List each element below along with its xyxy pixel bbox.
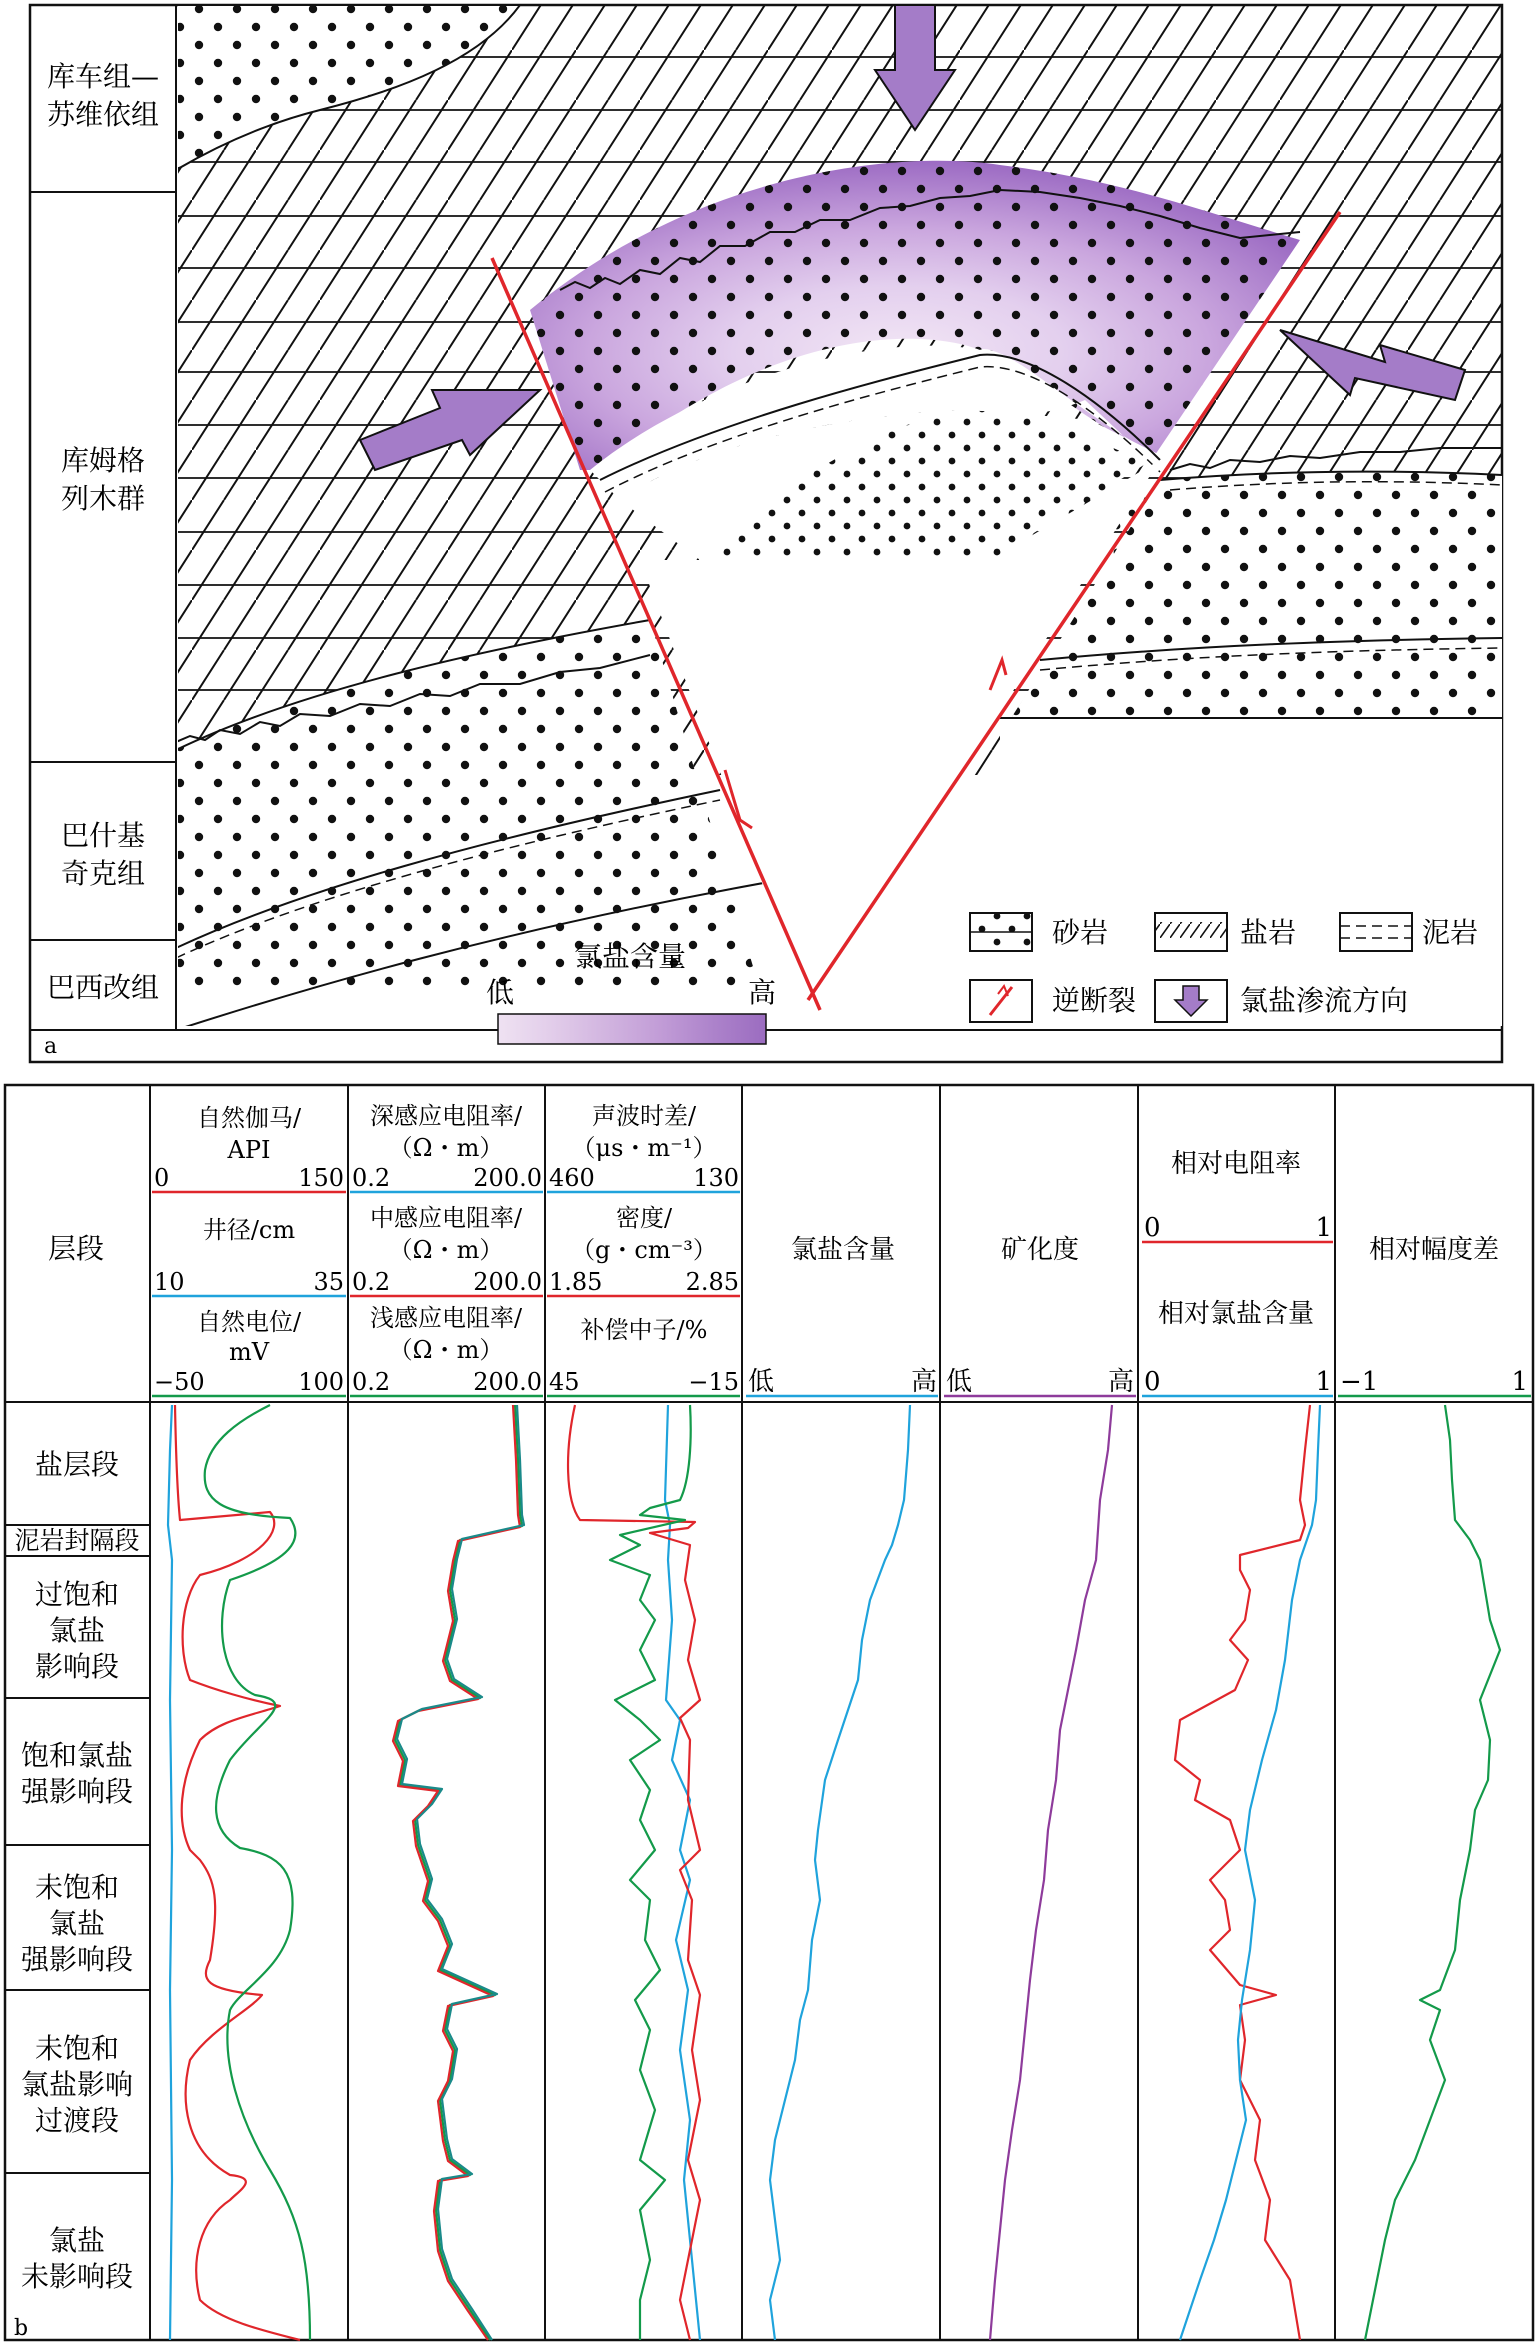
svg-text:1: 1 [1315, 1367, 1332, 1397]
layer-label: 泥岩封隔段 [14, 1526, 140, 1555]
legend-seepage: 氯盐渗流方向 [1240, 984, 1409, 1017]
svg-text:（Ω・m）: （Ω・m） [388, 1336, 504, 1364]
svg-text:0.2: 0.2 [352, 1164, 391, 1192]
svg-text:（Ω・m）: （Ω・m） [388, 1134, 504, 1162]
svg-text:2.85: 2.85 [685, 1268, 739, 1296]
amplitude-difference-curve [1365, 1405, 1500, 2340]
svg-text:（g・cm⁻³）: （g・cm⁻³） [571, 1236, 717, 1264]
svg-text:0: 0 [1144, 1367, 1161, 1397]
shallow-resistivity-curve [397, 1405, 524, 2340]
legend-reverse-fault: 逆断裂 [1052, 984, 1137, 1017]
acoustic-curve [665, 1405, 700, 2340]
svg-text:150: 150 [298, 1164, 344, 1192]
svg-text:浅感应电阻率/: 浅感应电阻率/ [369, 1304, 523, 1332]
log-curves [168, 1405, 1500, 2340]
svg-text:−1: −1 [1340, 1367, 1379, 1397]
svg-text:1: 1 [1315, 1213, 1332, 1243]
colorbar-title: 氯盐含量 [573, 940, 687, 973]
density-curve [568, 1405, 700, 2340]
svg-text:相对电阻率: 相对电阻率 [1170, 1149, 1302, 1179]
caliper-curve [168, 1405, 172, 2340]
col5-header [944, 1235, 1136, 1397]
svg-text:0.2: 0.2 [352, 1368, 391, 1396]
svg-text:1: 1 [1511, 1367, 1528, 1397]
svg-text:自然伽马/: 自然伽马/ [196, 1104, 302, 1132]
mineralization-curve [990, 1405, 1112, 2340]
svg-text:中感应电阻率/: 中感应电阻率/ [369, 1204, 523, 1232]
layer-label: 过饱和氯盐影响段 [34, 1578, 120, 1683]
panel-b-letter: b [14, 2316, 29, 2341]
svg-text:130: 130 [693, 1164, 739, 1192]
svg-text:低: 低 [748, 1367, 775, 1397]
col3-header [547, 1102, 740, 1396]
svg-text:0.2: 0.2 [352, 1268, 391, 1296]
svg-text:10: 10 [154, 1268, 185, 1296]
gamma-ray-curve [175, 1405, 300, 2340]
svg-text:密度/: 密度/ [615, 1204, 673, 1232]
panel-a-letter: a [44, 1034, 58, 1059]
layer-label: 氯盐未影响段 [20, 2224, 134, 2293]
svg-text:矿化度: 矿化度 [1000, 1235, 1080, 1265]
formation-label: 库姆格列木群 [60, 444, 146, 515]
relative-chloride-curve [1180, 1405, 1320, 2340]
panel-b-frame [5, 1085, 1533, 2340]
formation-label: 巴西改组 [46, 971, 160, 1004]
svg-text:相对氯盐含量: 相对氯盐含量 [1157, 1299, 1315, 1329]
neutron-curve [610, 1405, 691, 2340]
panel-b [5, 1085, 1533, 2341]
svg-text:200.0: 200.0 [473, 1368, 542, 1396]
svg-text:200.0: 200.0 [473, 1268, 542, 1296]
svg-text:（μs・m⁻¹）: （μs・m⁻¹） [571, 1134, 717, 1162]
svg-text:声波时差/: 声波时差/ [591, 1102, 697, 1130]
sp-curve [205, 1405, 310, 2340]
layer-label: 未饱和氯盐影响过渡段 [20, 2032, 134, 2137]
svg-text:相对幅度差: 相对幅度差 [1368, 1235, 1500, 1265]
svg-text:−50: −50 [154, 1368, 205, 1396]
svg-text:0: 0 [154, 1164, 170, 1192]
svg-text:低: 低 [946, 1367, 973, 1397]
chloride-content-curve [770, 1405, 910, 2340]
col4-header [746, 1235, 938, 1397]
svg-text:（Ω・m）: （Ω・m） [388, 1236, 504, 1264]
svg-text:−15: −15 [688, 1368, 739, 1396]
svg-text:深感应电阻率/: 深感应电阻率/ [369, 1102, 523, 1130]
svg-text:0: 0 [1144, 1213, 1161, 1243]
svg-text:补偿中子/%: 补偿中子/% [580, 1316, 708, 1344]
svg-text:高: 高 [910, 1367, 937, 1397]
svg-text:200.0: 200.0 [473, 1164, 542, 1192]
col7-header [1338, 1235, 1531, 1397]
medium-resistivity-curve [393, 1405, 520, 2340]
layer-label: 未饱和氯盐强影响段 [20, 1871, 134, 1976]
svg-text:mV: mV [228, 1338, 270, 1366]
legend-salt-rock: 盐岩 [1240, 916, 1297, 949]
legend-mudstone: 泥岩 [1422, 916, 1479, 949]
legend-sandstone: 砂岩 [1052, 916, 1109, 949]
layer-label: 饱和氯盐强影响段 [20, 1739, 134, 1808]
layer-header: 层段 [47, 1232, 105, 1265]
svg-text:45: 45 [549, 1368, 580, 1396]
svg-text:氯盐含量: 氯盐含量 [790, 1235, 896, 1265]
col2-header [350, 1102, 543, 1396]
deep-resistivity-curve [395, 1405, 522, 2340]
svg-text:100: 100 [298, 1368, 344, 1396]
svg-text:1.85: 1.85 [549, 1268, 603, 1296]
colorbar-high: 高 [747, 976, 777, 1009]
col1-header [152, 1104, 346, 1396]
svg-text:自然电位/: 自然电位/ [196, 1308, 302, 1336]
svg-text:460: 460 [549, 1164, 595, 1192]
panel-a [30, 5, 1502, 1062]
relative-resistivity-curve [1175, 1405, 1310, 2340]
svg-text:35: 35 [313, 1268, 344, 1296]
col6-header [1142, 1149, 1333, 1397]
formation-label: 巴什基奇克组 [60, 819, 146, 890]
colorbar-low: 低 [485, 976, 515, 1009]
formation-label: 库车组—苏维依组 [46, 60, 160, 131]
layer-label: 盐层段 [34, 1448, 120, 1481]
svg-text:API: API [227, 1136, 271, 1164]
svg-text:高: 高 [1107, 1367, 1134, 1397]
svg-text:井径/cm: 井径/cm [202, 1216, 296, 1244]
colorbar [498, 1014, 766, 1044]
cross-section [176, 5, 1502, 1038]
